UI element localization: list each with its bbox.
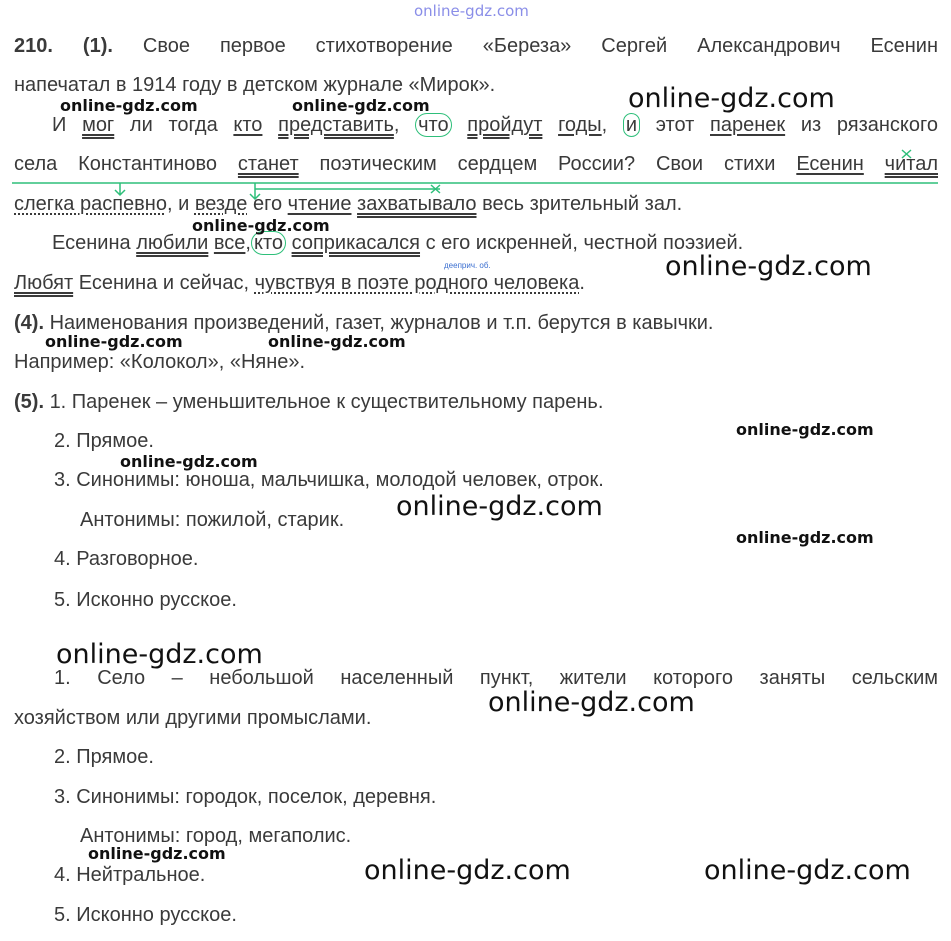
p5-line4: 4. Разговорное. [54, 548, 199, 570]
s2-line1: И мог ли тогда кто представить, что пройдут годы, и этот паренек из рязанского [52, 114, 938, 136]
watermark: online-gdz.com [396, 491, 603, 522]
watermark: online-gdz.com [292, 96, 430, 115]
s4-line: Любят Есенина и сейчас, чувствуя в поэте родного человека. [14, 272, 585, 294]
p5-line3: 3. Синонимы: юноша, мальчишка, молодой человек, отрок. [54, 469, 604, 491]
text: его [252, 193, 283, 215]
word-predicate: Любят [14, 272, 74, 294]
word-predicate: соприкасался [291, 232, 421, 254]
q2-line3: 3. Синонимы: городок, поселок, деревня. [54, 786, 437, 808]
participle-phrase: чувствуя в поэте родного человека [254, 272, 580, 294]
text: , и [166, 193, 190, 215]
q2-line3b: Антонимы: город, мегаполис. [80, 825, 352, 847]
watermark: online-gdz.com [364, 855, 571, 886]
word-predicate: представить [278, 114, 394, 136]
watermark: online-gdz.com [704, 855, 911, 886]
watermark: online-gdz.com [60, 96, 198, 115]
word-subject: Есенин [796, 153, 864, 175]
word-subject: чтение [287, 193, 352, 215]
word-conjunction-circled: и [623, 113, 640, 137]
arrow-mark [250, 183, 440, 199]
word-adverbial: слегка распевно [14, 193, 167, 215]
word-predicate: захватывало [357, 193, 477, 215]
word-predicate: станет [237, 153, 299, 175]
top-watermark: online-gdz.com [414, 2, 529, 20]
word: из рязанского [800, 114, 938, 136]
q2-line1b: хозяйством или другими промыслами. [14, 707, 372, 729]
word-predicate: пройдут [467, 114, 543, 136]
word-conjunction-circled: кто [251, 231, 286, 255]
part-1-label: (1). [82, 35, 113, 57]
watermark: online-gdz.com [192, 216, 330, 235]
word-subject: все [213, 232, 246, 254]
word-subject: годы [558, 114, 602, 136]
watermark: online-gdz.com [736, 528, 874, 547]
p5-line3b: Антонимы: пожилой, старик. [80, 509, 345, 531]
watermark: online-gdz.com [665, 251, 872, 282]
p5-line5: 5. Исконно русское. [54, 589, 237, 611]
q2-line5: 5. Исконно русское. [54, 904, 237, 926]
text: Есенина [52, 232, 131, 254]
watermark: online-gdz.com [488, 687, 695, 718]
text: 1. Паренек – уменьшительное к существительному парень. [49, 391, 604, 413]
text: поэтическим сердцем России? Свои стихи [319, 153, 776, 175]
participle-note: дееприч. об. [444, 261, 491, 270]
text: Есенина и сейчас, [78, 272, 250, 294]
q2-line4: 4. Нейтральное. [54, 864, 206, 886]
word-predicate: читал [884, 153, 938, 175]
word-adverbial: везде [194, 193, 248, 215]
word: И [52, 114, 67, 136]
p4-line2: Например: «Колокол», «Няне». [14, 351, 306, 373]
text: села Константиново [14, 153, 218, 175]
p5-line2: 2. Прямое. [54, 430, 154, 452]
p1-line2: напечатал в 1914 году в детском журнале «Мирок». [14, 74, 496, 96]
word-conjunction-circled: что [415, 113, 451, 137]
s3-line: Есенина любили все, кто соприкасался с его искренней, честной поэзией. [52, 232, 744, 254]
task-number: 210. [14, 35, 53, 57]
watermark: online-gdz.com [628, 83, 835, 114]
watermark: online-gdz.com [56, 639, 263, 670]
q2-line1a: 1. Село – небольшой населенный пункт, жители которого заняты сельским [54, 667, 938, 689]
watermark: online-gdz.com [736, 420, 874, 439]
word: этот [655, 114, 695, 136]
cross-mark [902, 150, 911, 158]
word-predicate: мог [82, 114, 115, 136]
word-subject: кто [233, 114, 263, 136]
part-4-label: (4). [14, 312, 44, 334]
watermark: online-gdz.com [45, 332, 183, 351]
watermark: online-gdz.com [88, 844, 226, 863]
q2-line2: 2. Прямое. [54, 746, 154, 768]
p1-text-1: Свое первое стихотворение «Береза» Сергей Александрович Есенин [142, 35, 938, 57]
text: Наименования произведений, газет, журналов и т.п. берутся в кавычки. [49, 312, 714, 334]
word-subject: паренек [710, 114, 786, 136]
watermark: online-gdz.com [120, 452, 258, 471]
part-5-label: (5). [14, 391, 44, 413]
arrow-mark [115, 183, 125, 195]
text: весь зрительный зал. [482, 193, 683, 215]
word: ли тогда [129, 114, 218, 136]
watermark: online-gdz.com [268, 332, 406, 351]
word-predicate: любили [136, 232, 209, 254]
text: с его искренней, честной поэзией. [425, 232, 744, 254]
